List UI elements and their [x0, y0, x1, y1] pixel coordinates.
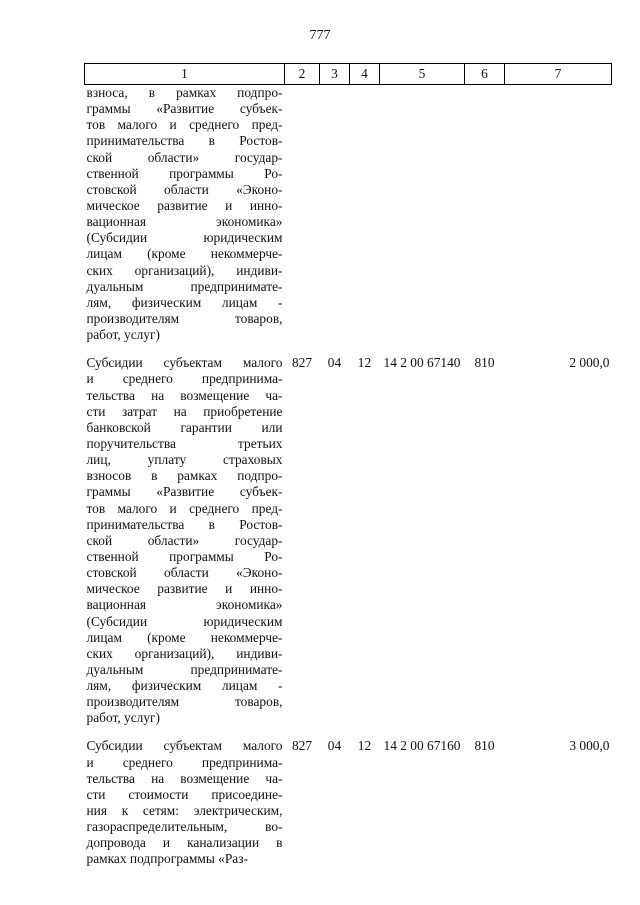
- header-row: [85, 64, 612, 85]
- target-article-code: 14 2 00 67160: [383, 738, 461, 754]
- description-line: производителям товаров,: [86, 310, 283, 326]
- description-line: вационная экономика»: [86, 597, 283, 613]
- description-line: лиц, уплату страховых: [86, 452, 283, 468]
- description-line: тельства на возмещение ча-: [86, 387, 283, 403]
- description-line: принимательства в Ростов-: [86, 133, 283, 149]
- column-header-6: 6: [465, 64, 505, 85]
- description-line: (Субсидии юридическим: [86, 230, 283, 246]
- description-line: граммы «Развитие субъек-: [86, 484, 283, 500]
- description-line: и среднего предпринима-: [86, 754, 283, 770]
- description-line: лям, физическим лицам -: [86, 678, 283, 694]
- description-line: стовской области «Эконо-: [86, 565, 283, 581]
- description-line: производителям товаров,: [86, 694, 283, 710]
- description-line: работ, услуг): [86, 710, 160, 726]
- description-line: допровода и канализации в: [86, 835, 283, 851]
- description-line: поручительства третьих: [86, 435, 283, 451]
- section-code: 04: [327, 355, 342, 371]
- description-line: взноса, в рамках подпро-: [86, 85, 283, 100]
- column-header-4: 4: [350, 64, 380, 85]
- amount: 2 000,0: [569, 355, 610, 371]
- column-header-1: 1: [85, 64, 285, 85]
- description-line: дуальным предпринимате-: [86, 278, 283, 294]
- description-line: сти стоимости присоедине-: [86, 786, 283, 802]
- description-line: ских организаций), индиви-: [86, 262, 283, 278]
- budget-table: [84, 63, 612, 880]
- row-description: [85, 738, 285, 879]
- expense-type-code: [465, 85, 505, 356]
- description-line: ской области» государ-: [86, 532, 283, 548]
- description-line: Субсидии субъектам малого: [86, 355, 283, 371]
- description-line: тов малого и среднего пред-: [86, 500, 283, 516]
- description-line: ственной программы Ро-: [86, 548, 283, 564]
- description-line: ственной программы Ро-: [86, 165, 283, 181]
- description-line: (Субсидии юридическим: [86, 613, 283, 629]
- subsection-code: [350, 85, 380, 356]
- target-article-code: [380, 85, 465, 356]
- description-line: стовской области «Эконо-: [86, 181, 283, 197]
- ministry-code: 827: [291, 738, 313, 754]
- subsection-code: 12: [357, 738, 372, 754]
- description-line: лям, физическим лицам -: [86, 294, 283, 310]
- subsection-code: 12: [357, 355, 372, 371]
- section-code: [320, 85, 350, 356]
- ministry-code: [285, 85, 320, 356]
- expense-type-code: 810: [474, 738, 495, 754]
- table-row: [85, 355, 612, 738]
- column-header-3: 3: [320, 64, 350, 85]
- description-line: ния к сетям: электрическим,: [86, 803, 283, 819]
- description-line: тов малого и среднего пред-: [86, 117, 283, 133]
- table-body: [85, 85, 612, 880]
- column-header-2: 2: [285, 64, 320, 85]
- description-line: лицам (кроме некоммерче-: [86, 629, 283, 645]
- description-line: лицам (кроме некоммерче-: [86, 246, 283, 262]
- section-code: 04: [327, 738, 342, 754]
- row-description: [85, 85, 285, 356]
- ministry-code: 827: [291, 355, 313, 371]
- expense-type-code: 810: [474, 355, 495, 371]
- description-line: дуальным предпринимате-: [86, 661, 283, 677]
- column-header-7: 7: [505, 64, 612, 85]
- description-line: ских организаций), индиви-: [86, 645, 283, 661]
- description-line: мическое развитие и инно-: [86, 581, 283, 597]
- description-line: взносов в рамках подпро-: [86, 468, 283, 484]
- description-line: рамках подпрограммы «Раз-: [86, 851, 249, 867]
- page-number: 777: [309, 28, 331, 43]
- description-line: сти затрат на приобретение: [86, 403, 283, 419]
- description-line: ской области» государ-: [86, 149, 283, 165]
- description-line: Субсидии субъектам малого: [86, 738, 283, 754]
- description-line: вационная экономика»: [86, 214, 283, 230]
- amount: [505, 85, 612, 356]
- description-line: банковской гарантии или: [86, 419, 283, 435]
- description-line: и среднего предпринима-: [86, 371, 283, 387]
- target-article-code: 14 2 00 67140: [383, 355, 461, 371]
- column-header-5: 5: [380, 64, 465, 85]
- row-description: [85, 355, 285, 738]
- table-row: [85, 85, 612, 356]
- description-line: принимательства в Ростов-: [86, 516, 283, 532]
- description-line: граммы «Развитие субъек-: [86, 101, 283, 117]
- description-line: мическое развитие и инно-: [86, 197, 283, 213]
- amount: 3 000,0: [569, 738, 610, 754]
- description-line: тельства на возмещение ча-: [86, 770, 283, 786]
- description-line: работ, услуг): [86, 327, 160, 343]
- table-row: [85, 738, 612, 879]
- description-line: газораспределительным, во-: [86, 819, 283, 835]
